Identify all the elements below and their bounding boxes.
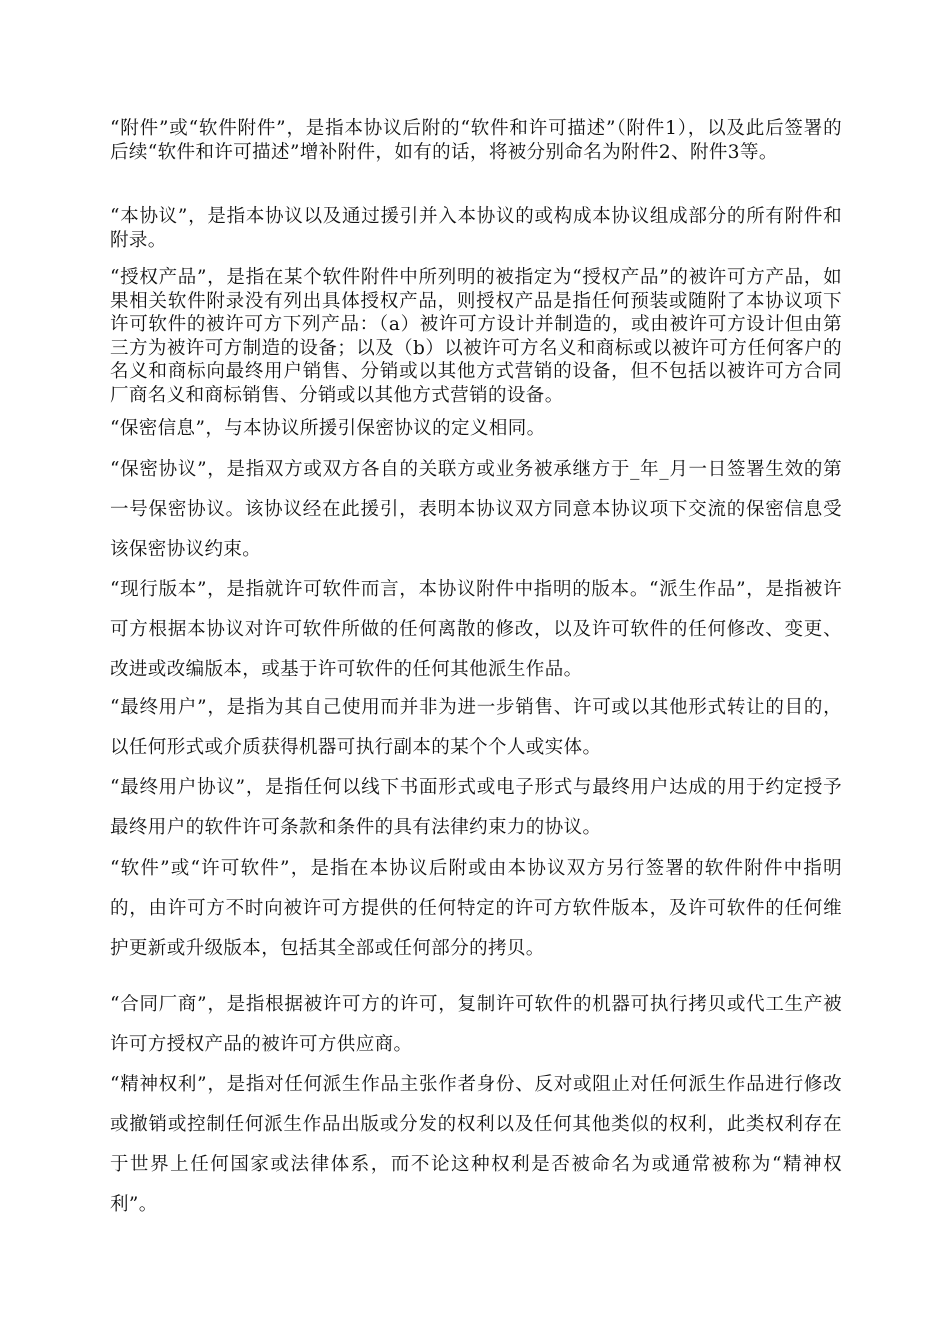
definition-annex: “附件”或“软件附件”，是指本协议后附的“软件和许可描述”（附件1），以及此后签署的后续“软件和许可描述”增补附件，如有的话，将被分别命名为附件2、附件3等。 [110, 118, 842, 163]
definition-moral-rights: “精神权利”，是指对任何派生作品主张作者身份、反对或阻止对任何派生作品进行修改或撤销或控制任何派生作品出版或分发的权利以及任何其他类似的权利，此类权利存在于世界上任何国家或法律体系，而不论这种权利是否被命名为或通常被称为“精神权利”。 [110, 1074, 842, 1215]
definition-end-user: “最终用户”，是指为其自己使用而并非为进一步销售、许可或以其他形式转让的目的，以任何形式或介质获得机器可执行副本的某个个人或实体。 [110, 697, 842, 758]
definition-authorized-product: “授权产品”，是指在某个软件附件中所列明的被指定为“授权产品”的被许可方产品，如果相关软件附录没有列出具体授权产品，则授权产品是指任何预装或随附了本协议项下许可软件的被许可方下列产品：（a）被许可方设计并制造的，或由被许可方设计但由第三方为被许可方制造的设备；以及（b）以被许可方名义和商标或以被许可方任何客户的名义和商标向最终用户销售、分销或以其他方式营销的设备，但不包括以被许可方合同厂商名义和商标销售、分销或以其他方式营销的设备。 [110, 267, 842, 406]
definition-eula: “最终用户协议”，是指任何以线下书面形式或电子形式与最终用户达成的用于约定授予最终用户的软件许可条款和条件的具有法律约束力的协议。 [110, 777, 842, 838]
definition-software: “软件”或“许可软件”，是指在本协议后附或由本协议双方另行签署的软件附件中指明的，由许可方不时向被许可方提供的任何特定的许可方软件版本，及许可软件的任何维护更新或升级版本，包括其全部或任何部分的拷贝。 [110, 858, 842, 959]
definition-confidential-info: “保密信息”，与本协议所援引保密协议的定义相同。 [110, 418, 546, 439]
definition-contract-manufacturer: “合同厂商”，是指根据被许可方的许可，复制许可软件的机器可执行拷贝或代工生产被许可方授权产品的被许可方供应商。 [110, 994, 842, 1055]
definition-agreement: “本协议”，是指本协议以及通过援引并入本协议的或构成本协议组成部分的所有附件和附录。 [110, 206, 842, 251]
definition-current-version: “现行版本”，是指就许可软件而言，本协议附件中指明的版本。“派生作品”，是指被许可方根据本协议对许可软件所做的任何离散的修改，以及许可软件的任何修改、变更、改进或改编版本，或基于许可软件的任何其他派生作品。 [110, 579, 842, 680]
definition-nda: “保密协议”，是指双方或双方各自的关联方或业务被承继方于_年_月一日签署生效的第一号保密协议。该协议经在此援引，表明本协议双方同意本协议项下交流的保密信息受该保密协议约束。 [110, 459, 842, 560]
